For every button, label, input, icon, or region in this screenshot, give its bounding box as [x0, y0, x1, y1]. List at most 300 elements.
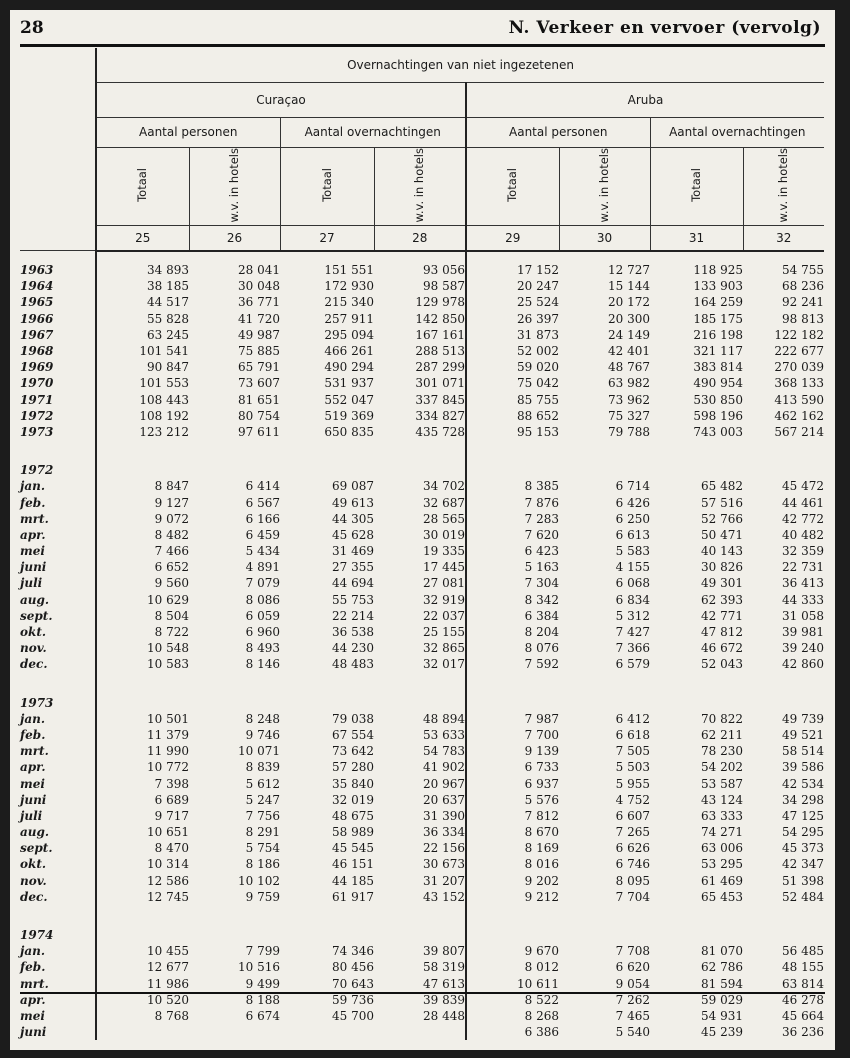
data-cell: 75 327	[608, 408, 650, 423]
table-row	[20, 656, 824, 672]
data-cell: 36 236	[782, 1025, 825, 1040]
data-cell: 59 736	[332, 992, 374, 1007]
spacer-cell	[374, 672, 466, 694]
data-cell: 53 295	[701, 857, 743, 872]
row-label: aug.	[20, 592, 96, 608]
data-cell: 49 987	[238, 327, 280, 342]
data-cell: 8 482	[154, 527, 189, 542]
data-cell: 7 592	[524, 657, 559, 672]
row-label: apr.	[20, 992, 96, 1008]
row-label: jan.	[20, 943, 96, 959]
data-cell: 63 006	[701, 841, 743, 856]
data-cell: 52 766	[701, 511, 743, 526]
data-cell: 48 483	[332, 657, 374, 672]
data-cell: 5 247	[245, 792, 280, 807]
data-cell: 25 155	[374, 624, 466, 640]
data-cell: 7 799	[245, 944, 280, 959]
data-cell: 10 611	[517, 976, 559, 991]
data-cell: 5 576	[524, 792, 559, 807]
data-cell: 63 814	[782, 976, 825, 991]
data-cell: 98 587	[374, 278, 466, 294]
table-row	[20, 343, 824, 359]
section-heading: 1974	[20, 927, 96, 943]
row-label: 1970	[20, 375, 96, 391]
data-cell: 20 247	[517, 279, 559, 294]
data-cell: 6 733	[524, 760, 559, 775]
data-cell: 39 839	[374, 992, 466, 1008]
data-cell: 47 613	[374, 975, 466, 991]
subcol-header: Totaal	[96, 147, 189, 225]
table-row	[20, 824, 824, 840]
data-cell: 31 058	[782, 608, 825, 623]
data-cell: 97 611	[238, 424, 280, 439]
data-cell: 531 937	[324, 376, 374, 391]
data-cell: 58 319	[374, 959, 466, 975]
data-cell: 74 346	[332, 944, 374, 959]
table-row	[20, 375, 824, 391]
section-heading: 1973	[20, 694, 96, 710]
data-cell: 6 613	[615, 527, 650, 542]
data-cell: 65 482	[701, 479, 743, 494]
data-cell: 73 607	[238, 376, 280, 391]
data-cell: 49 301	[701, 576, 743, 591]
table-row	[20, 575, 824, 591]
subcol-header: w.v. in hotels	[559, 147, 650, 225]
data-cell: 27 081	[374, 575, 466, 591]
data-cell: 8 248	[245, 711, 280, 726]
data-cell: 5 503	[615, 760, 650, 775]
spacer-cell	[743, 905, 824, 927]
group-header-persons: Aantal personen	[466, 117, 650, 147]
spacer-cell	[280, 672, 374, 694]
data-cell: 8 291	[245, 825, 280, 840]
data-cell: 42 347	[782, 857, 825, 872]
table-row	[20, 608, 824, 624]
row-label: nov.	[20, 873, 96, 889]
data-cell: 5 612	[245, 776, 280, 791]
main-header: Overnachtingen van niet ingezetenen	[96, 48, 824, 82]
section-heading: 1972	[20, 462, 96, 478]
data-cell: 44 461	[782, 495, 825, 510]
data-cell: 62 211	[701, 727, 743, 742]
data-cell: 65 453	[701, 889, 743, 904]
data-cell: 34 893	[147, 263, 189, 278]
spacer-cell	[466, 440, 559, 462]
row-label: dec.	[20, 656, 96, 672]
data-cell: 63 245	[147, 327, 189, 342]
data-cell: 75 885	[238, 344, 280, 358]
data-cell: 30 019	[374, 527, 466, 543]
data-cell: 57 280	[332, 760, 374, 775]
table-row	[20, 1008, 824, 1024]
data-cell: 62 786	[701, 960, 743, 975]
data-cell: 172 930	[324, 279, 374, 294]
data-cell: 36 771	[238, 295, 280, 310]
data-cell: 45 373	[782, 841, 825, 856]
table-row	[20, 792, 824, 808]
data-cell: 6 714	[615, 479, 650, 494]
year-header-cell	[20, 48, 96, 251]
data-cell: 46 151	[332, 857, 374, 872]
data-cell: 49 613	[332, 495, 374, 510]
spacer-cell	[96, 251, 189, 262]
data-cell: 6 834	[615, 592, 650, 607]
data-cell: 552 047	[324, 392, 374, 407]
data-cell: 30 673	[374, 856, 466, 872]
empty-cell	[189, 462, 280, 478]
data-cell: 28 041	[238, 263, 280, 278]
data-cell: 8 188	[245, 992, 280, 1007]
data-cell: 123 212	[139, 424, 189, 439]
data-cell: 32 019	[332, 792, 374, 807]
data-cell: 40 482	[782, 527, 825, 542]
data-cell: 5 163	[524, 560, 559, 575]
spacer-cell	[559, 905, 650, 927]
data-cell: 54 295	[782, 825, 825, 840]
data-cell: 95 153	[517, 424, 559, 439]
data-cell: 6 059	[245, 608, 280, 623]
data-cell: 10 501	[147, 711, 189, 726]
data-cell: 215 340	[324, 295, 374, 310]
data-cell: 8 076	[524, 641, 559, 656]
data-cell: 30 826	[701, 560, 743, 575]
data-cell: 288 513	[374, 343, 466, 359]
column-number: 27	[280, 225, 374, 251]
section-heading-row	[20, 927, 824, 943]
data-cell: 6 459	[245, 527, 280, 542]
data-cell: 490 294	[324, 360, 374, 375]
data-cell: 42 860	[782, 657, 825, 672]
data-cell: 6 414	[245, 479, 280, 494]
row-label: juni	[20, 559, 96, 575]
spacer-cell	[466, 905, 559, 927]
data-cell: 26 397	[517, 311, 559, 326]
table-row	[20, 424, 824, 440]
data-cell: 59 029	[701, 992, 743, 1007]
data-cell: 51 398	[782, 873, 825, 888]
data-cell: 133 903	[693, 279, 743, 294]
row-label: dec.	[20, 889, 96, 905]
data-cell: 9 202	[524, 873, 559, 888]
data-cell: 11 990	[147, 744, 189, 759]
data-cell: 7 398	[154, 776, 189, 791]
data-cell: 6 579	[615, 657, 650, 672]
data-cell: 22 156	[374, 840, 466, 856]
data-cell: 9 072	[154, 511, 189, 526]
data-cell: 44 230	[332, 641, 374, 656]
page-title: N. Verkeer en vervoer (vervolg)	[508, 18, 821, 38]
data-cell: 466 261	[324, 344, 374, 358]
subcol-header: Totaal	[650, 147, 743, 225]
spacer-cell	[559, 251, 650, 262]
data-cell: 11 986	[147, 976, 189, 991]
spacer-cell	[189, 440, 280, 462]
data-cell: 151 551	[324, 263, 374, 278]
table-row	[20, 511, 824, 527]
data-cell: 47 812	[701, 625, 743, 639]
data-cell: 9 139	[524, 744, 559, 759]
table-row	[20, 743, 824, 759]
data-cell: 53 587	[701, 776, 743, 791]
data-cell: 8 522	[524, 992, 559, 1007]
empty-cell	[96, 694, 189, 710]
data-cell: 6 937	[524, 776, 559, 791]
data-cell: 31 469	[332, 544, 374, 559]
data-cell: 5 434	[245, 544, 280, 559]
table-row	[20, 624, 824, 640]
row-label: juli	[20, 575, 96, 591]
row-label: 1964	[20, 278, 96, 294]
data-cell: 337 845	[374, 391, 466, 407]
row-label: 1965	[20, 294, 96, 310]
data-cell: 6 674	[245, 1008, 280, 1023]
row-label: mrt.	[20, 743, 96, 759]
data-cell: 5 754	[245, 841, 280, 856]
spacer-cell	[20, 440, 96, 462]
data-cell: 10 548	[147, 641, 189, 656]
spacer-cell	[96, 905, 189, 927]
page-number: 28	[20, 18, 44, 38]
data-cell: 8 847	[154, 479, 189, 494]
data-cell: 79 038	[332, 711, 374, 726]
data-cell: 7 427	[615, 625, 650, 639]
data-cell: 7 987	[524, 711, 559, 726]
data-cell: 10 071	[238, 744, 280, 759]
data-cell: 27 355	[332, 560, 374, 575]
data-cell: 81 070	[701, 944, 743, 959]
empty-cell	[650, 927, 743, 943]
data-cell: 43 124	[701, 792, 743, 807]
data-cell: 6 068	[615, 576, 650, 591]
data-cell: 70 822	[701, 711, 743, 726]
data-cell: 5 312	[615, 608, 650, 623]
data-cell: 46 278	[782, 992, 825, 1007]
row-label: mrt.	[20, 511, 96, 527]
row-label: mrt.	[20, 975, 96, 991]
data-cell: 257 911	[324, 311, 374, 326]
empty-cell	[189, 927, 280, 943]
spacer-cell	[374, 905, 466, 927]
row-label: 1966	[20, 311, 96, 327]
data-cell: 4 891	[245, 560, 280, 575]
data-cell: 7 876	[524, 495, 559, 510]
spacer-cell	[189, 251, 280, 262]
data-cell: 49 521	[782, 727, 825, 742]
table-row	[20, 559, 824, 575]
data-cell: 10 102	[238, 873, 280, 888]
data-cell: 7 466	[154, 544, 189, 559]
data-cell: 58 514	[782, 744, 825, 759]
row-label: aug.	[20, 824, 96, 840]
data-cell: 42 401	[608, 344, 650, 358]
data-cell: 39 586	[782, 760, 825, 775]
data-cell: 8 186	[245, 857, 280, 872]
data-cell: 49 739	[782, 711, 825, 726]
row-label: apr.	[20, 527, 96, 543]
data-cell: 8 204	[524, 625, 559, 639]
data-cell: 73 642	[332, 744, 374, 759]
data-cell: 435 728	[374, 424, 466, 440]
data-cell: 6 423	[524, 544, 559, 559]
empty-cell	[650, 462, 743, 478]
column-number: 29	[466, 225, 559, 251]
empty-cell	[189, 694, 280, 710]
spacer-cell	[559, 672, 650, 694]
data-cell: 413 590	[774, 392, 825, 407]
data-cell: 295 094	[324, 327, 374, 342]
empty-cell	[374, 927, 466, 943]
data-cell: 5 540	[615, 1025, 650, 1040]
data-cell: 129 978	[374, 294, 466, 310]
data-cell: 52 043	[701, 657, 743, 672]
data-cell: 4 752	[615, 792, 650, 807]
table-row	[20, 856, 824, 872]
data-cell: 5 583	[615, 544, 650, 559]
data-cell: 8 095	[615, 873, 650, 888]
data-cell: 48 155	[782, 960, 825, 975]
data-cell: 54 783	[374, 743, 466, 759]
data-cell: 8 839	[245, 760, 280, 775]
table-row	[20, 775, 824, 791]
subcol-header: w.v. in hotels	[189, 147, 280, 225]
data-cell: 32 687	[374, 494, 466, 510]
data-cell: 32 865	[374, 640, 466, 656]
row-label: juni	[20, 1024, 96, 1040]
empty-cell	[650, 694, 743, 710]
data-cell: 63 982	[608, 376, 650, 391]
row-label: apr.	[20, 759, 96, 775]
data-cell: 462 162	[774, 408, 825, 423]
spacer-cell	[20, 905, 96, 927]
data-cell: 122 182	[774, 327, 825, 342]
data-cell: 10 772	[147, 760, 189, 775]
data-cell: 45 628	[332, 527, 374, 542]
empty-cell	[280, 694, 374, 710]
data-cell: 39 981	[782, 625, 825, 639]
data-cell: 9 746	[245, 727, 280, 742]
table-row	[20, 992, 824, 1008]
data-cell: 79 788	[608, 424, 650, 439]
data-cell: 10 520	[147, 992, 189, 1007]
data-cell: 28 565	[374, 511, 466, 527]
group-header-persons: Aantal personen	[96, 117, 280, 147]
spacer-cell	[466, 251, 559, 262]
data-cell: 10 314	[147, 857, 189, 872]
empty-cell	[466, 927, 559, 943]
data-cell: 61 469	[701, 873, 743, 888]
data-cell: 38 185	[147, 279, 189, 294]
spacer-cell	[650, 440, 743, 462]
data-cell: 519 369	[324, 408, 374, 423]
data-cell: 101 553	[139, 376, 189, 391]
data-cell: 15 144	[608, 279, 650, 294]
spacer-row	[20, 440, 824, 462]
data-cell: 63 333	[701, 808, 743, 823]
data-cell: 47 125	[782, 808, 825, 823]
data-cell: 50 471	[701, 527, 743, 542]
data-cell: 7 465	[615, 1008, 650, 1023]
data-cell: 185 175	[693, 311, 743, 326]
data-cell: 7 812	[524, 808, 559, 823]
data-cell: 44 333	[782, 592, 825, 607]
spacer-cell	[280, 905, 374, 927]
data-cell: 92 241	[782, 295, 825, 310]
empty-cell	[559, 694, 650, 710]
spacer-cell	[374, 440, 466, 462]
data-cell: 6 386	[524, 1025, 559, 1040]
data-cell: 35 840	[332, 776, 374, 791]
row-label: jan.	[20, 478, 96, 494]
data-cell: 36 334	[374, 824, 466, 840]
data-cell: 68 236	[782, 279, 825, 294]
subcol-header: w.v. in hotels	[374, 147, 466, 225]
row-label: 1963	[20, 262, 96, 278]
data-cell: 88 652	[517, 408, 559, 423]
data-cell: 6 567	[245, 495, 280, 510]
data-cell: 65 791	[238, 360, 280, 375]
data-cell: 42 771	[701, 608, 743, 623]
data-cell: 598 196	[693, 408, 743, 423]
row-label: 1967	[20, 327, 96, 343]
data-cell: 6 960	[245, 625, 280, 639]
data-cell: 8 268	[524, 1008, 559, 1023]
data-cell: 108 443	[139, 392, 189, 407]
empty-cell	[374, 694, 466, 710]
data-cell: 167 161	[374, 327, 466, 343]
data-cell: 10 583	[147, 657, 189, 672]
row-label: juli	[20, 808, 96, 824]
column-number: 32	[743, 225, 824, 251]
data-cell: 12 677	[147, 960, 189, 975]
spacer-cell	[650, 905, 743, 927]
spacer-row	[20, 905, 824, 927]
data-cell: 46 672	[701, 641, 743, 656]
data-cell: 301 071	[374, 375, 466, 391]
data-cell: 118 925	[693, 263, 743, 278]
data-cell: 20 172	[608, 295, 650, 310]
data-cell: 12 727	[608, 263, 650, 278]
data-cell: 164 259	[693, 295, 743, 310]
column-number: 31	[650, 225, 743, 251]
data-cell: 93 056	[374, 262, 466, 278]
data-cell: 216 198	[693, 327, 743, 342]
data-cell: 8 146	[245, 657, 280, 672]
data-cell: 9 499	[245, 976, 280, 991]
data-cell: 8 470	[154, 841, 189, 856]
row-label: mei	[20, 775, 96, 791]
table-row	[20, 494, 824, 510]
data-cell: 70 643	[332, 976, 374, 991]
data-cell	[96, 1024, 189, 1040]
table-row	[20, 311, 824, 327]
spacer-cell	[743, 672, 824, 694]
data-cell: 19 335	[374, 543, 466, 559]
row-label: 1972	[20, 408, 96, 424]
document-page	[10, 10, 835, 1050]
data-cell: 8 768	[154, 1008, 189, 1023]
data-cell: 7 079	[245, 576, 280, 591]
region-header-curacao: Curaçao	[96, 82, 466, 117]
data-cell: 368 133	[774, 376, 825, 391]
empty-cell	[466, 462, 559, 478]
data-cell: 44 185	[332, 873, 374, 888]
table-row	[20, 527, 824, 543]
data-cell: 5 955	[615, 776, 650, 791]
data-cell: 6 250	[615, 511, 650, 526]
table-row	[20, 478, 824, 494]
spacer-cell	[650, 672, 743, 694]
data-cell: 53 633	[374, 727, 466, 743]
